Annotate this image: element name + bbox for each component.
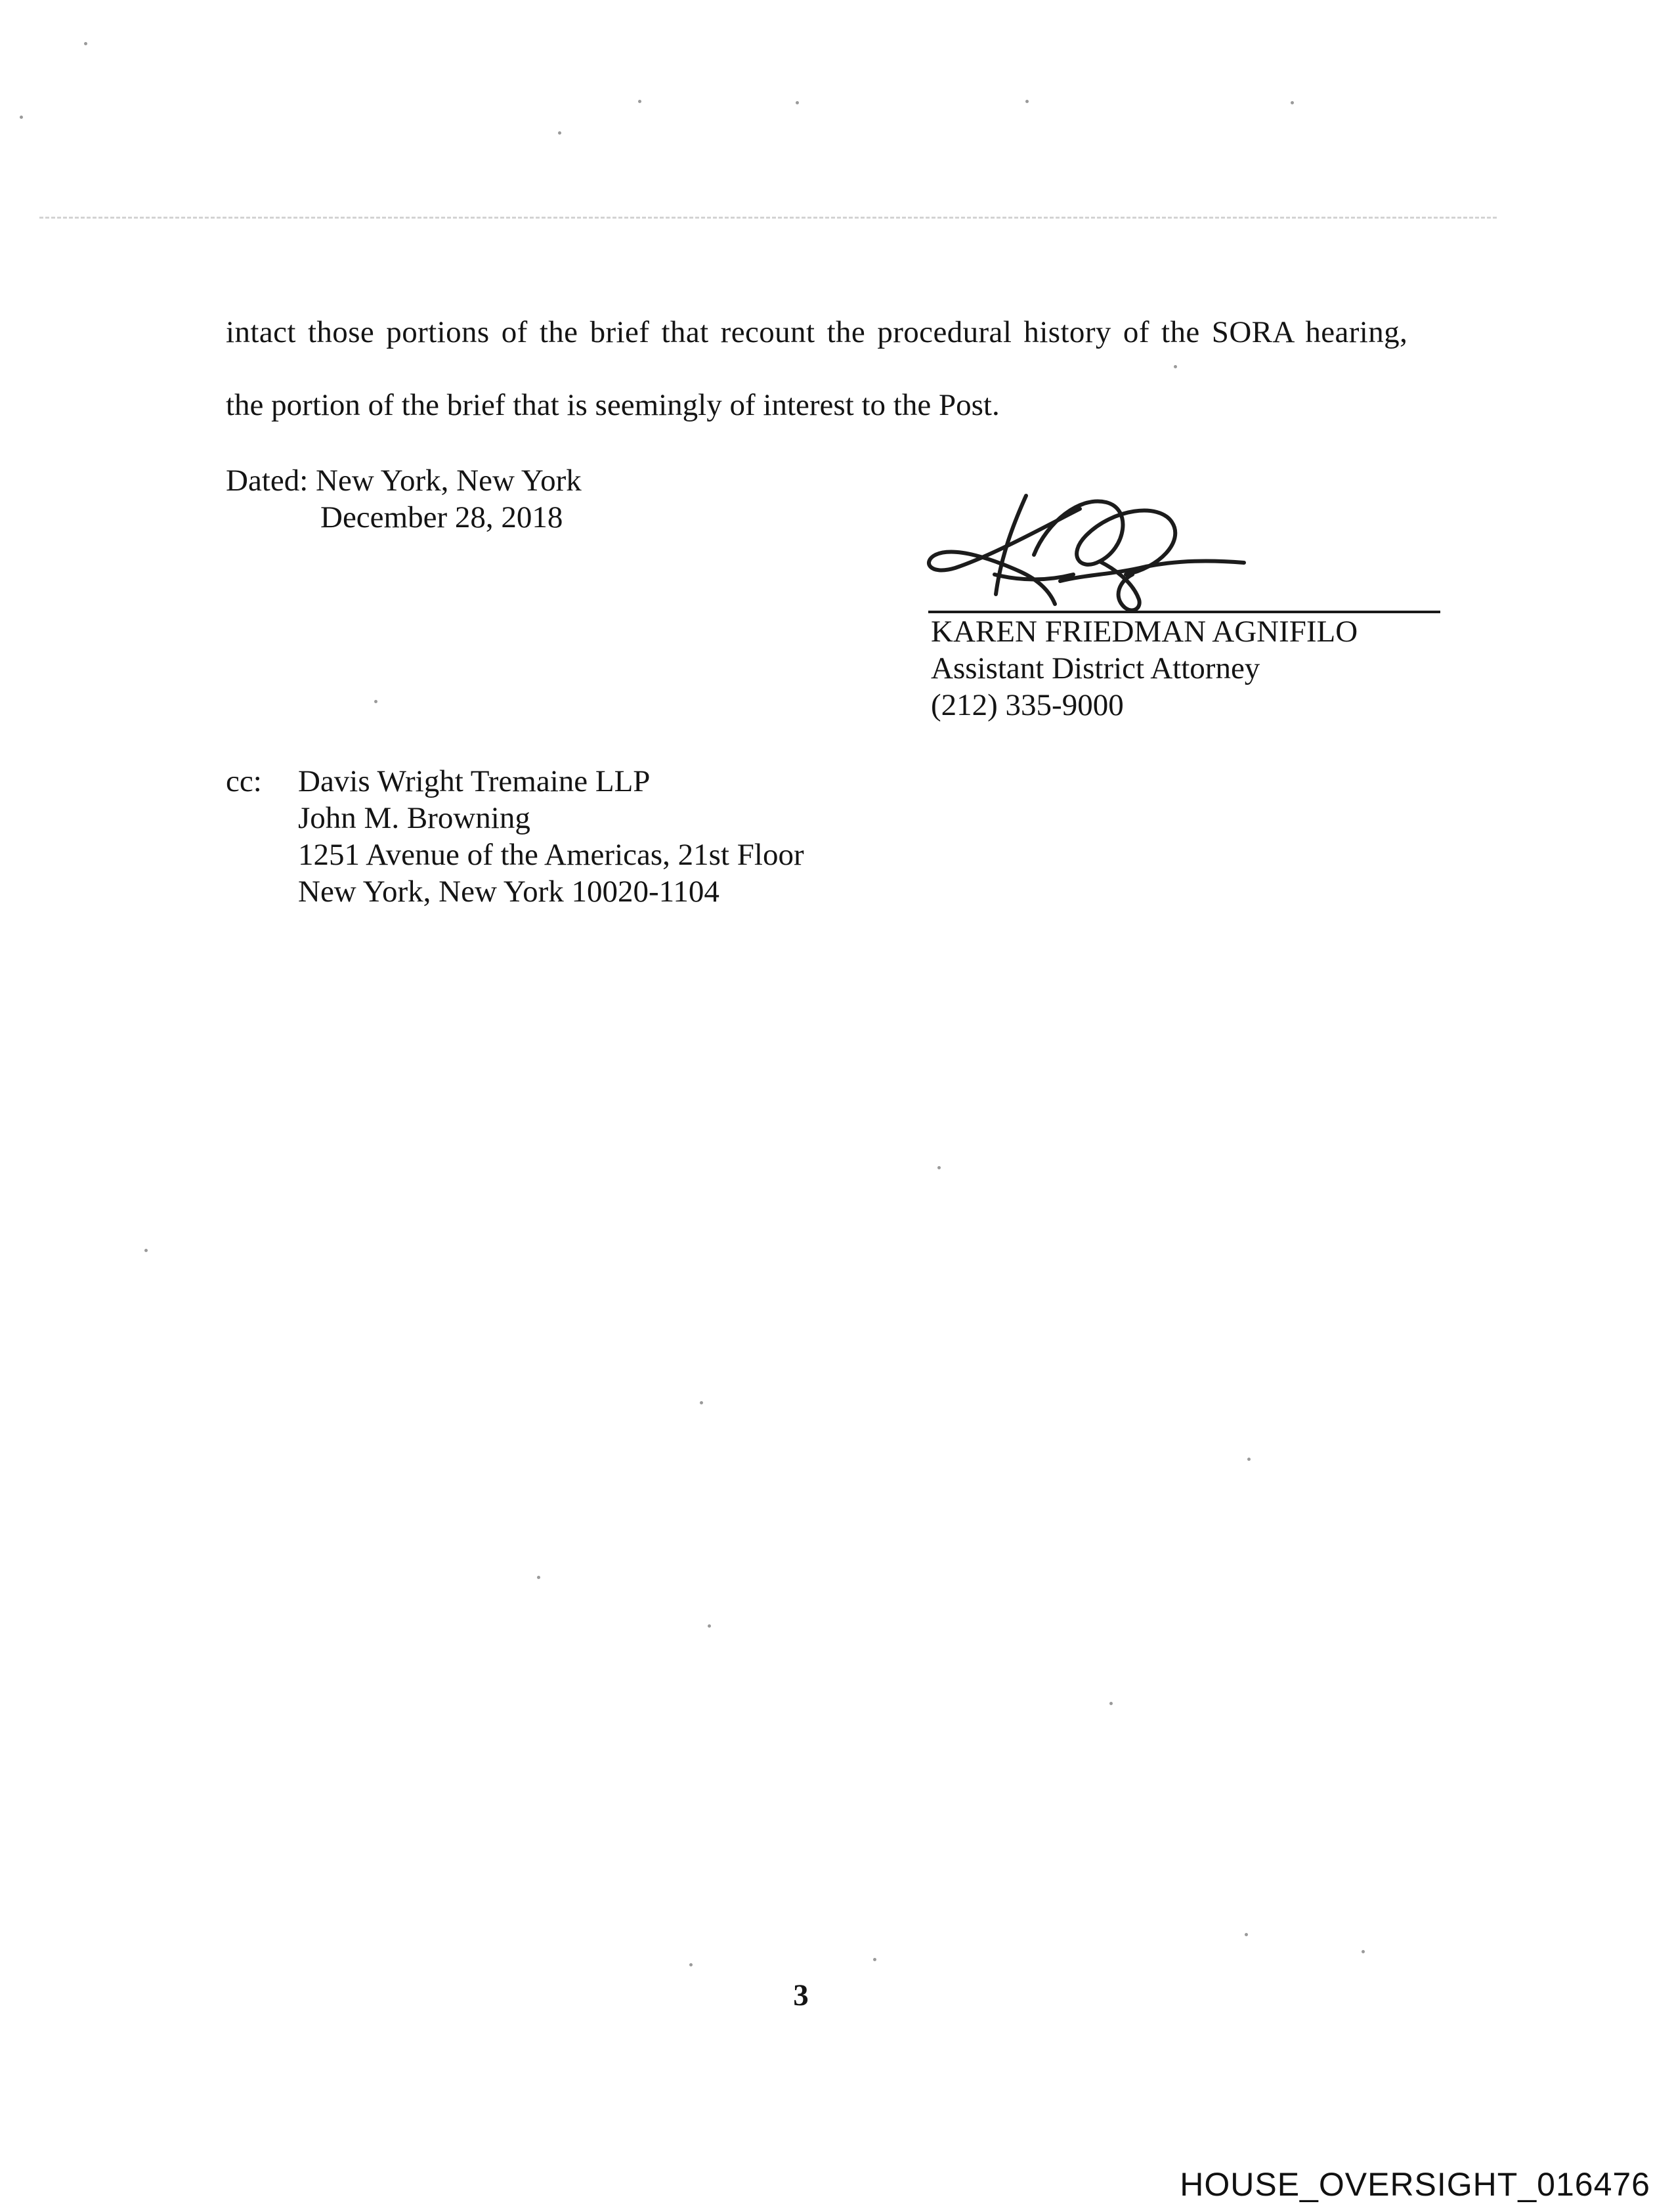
dated-label: Dated: <box>226 464 309 498</box>
dated-place-row <box>226 462 582 499</box>
cc-line: 1251 Avenue of the Americas, 21st Floor <box>298 838 804 872</box>
cc-recipient <box>298 763 804 910</box>
scan-artifact-line <box>39 217 1497 219</box>
cc-line: John M. Browning <box>298 801 530 835</box>
scan-speck <box>374 700 377 703</box>
scan-speck <box>537 1576 540 1579</box>
scan-speck <box>937 1166 941 1169</box>
scan-speck <box>558 131 561 135</box>
scan-speck <box>1362 1950 1365 1953</box>
scan-speck <box>1109 1702 1113 1705</box>
scan-speck <box>1245 1933 1248 1936</box>
scan-speck <box>1025 100 1029 103</box>
cc-line: New York, New York 10020-1104 <box>298 875 719 909</box>
scan-speck <box>20 116 23 119</box>
signer-phone: (212) 335-9000 <box>931 688 1124 722</box>
scan-speck <box>1291 101 1294 104</box>
dated-block <box>226 462 582 536</box>
scan-speck <box>1247 1458 1251 1461</box>
signer-name: KAREN FRIEDMAN AGNIFILO <box>931 615 1358 649</box>
handwritten-signature <box>916 483 1257 624</box>
scan-speck <box>638 100 641 103</box>
body-text-line: intact those portions of the brief that recount the procedural history of the SORA hearing, <box>226 315 1408 349</box>
dated-date: December 28, 2018 <box>320 500 563 534</box>
bates-number: HOUSE_OVERSIGHT_016476 <box>1180 2166 1650 2203</box>
signer-title: Assistant District Attorney <box>931 651 1260 685</box>
cc-label: cc: <box>226 764 262 798</box>
scan-speck <box>1174 365 1177 368</box>
scan-speck <box>796 101 799 104</box>
scan-speck <box>708 1624 711 1628</box>
page-number: 3 <box>793 1978 809 2012</box>
dated-place: New York, New York <box>316 464 582 498</box>
signature-block <box>931 613 1358 724</box>
cc-line: Davis Wright Tremaine LLP <box>298 764 651 798</box>
scan-speck <box>144 1249 148 1252</box>
scan-speck <box>84 42 87 45</box>
scan-speck <box>689 1963 693 1966</box>
scan-speck <box>700 1401 703 1404</box>
scan-speck <box>873 1958 876 1961</box>
body-text-line: the portion of the brief that is seemingly of interest to the Post. <box>226 388 1000 422</box>
